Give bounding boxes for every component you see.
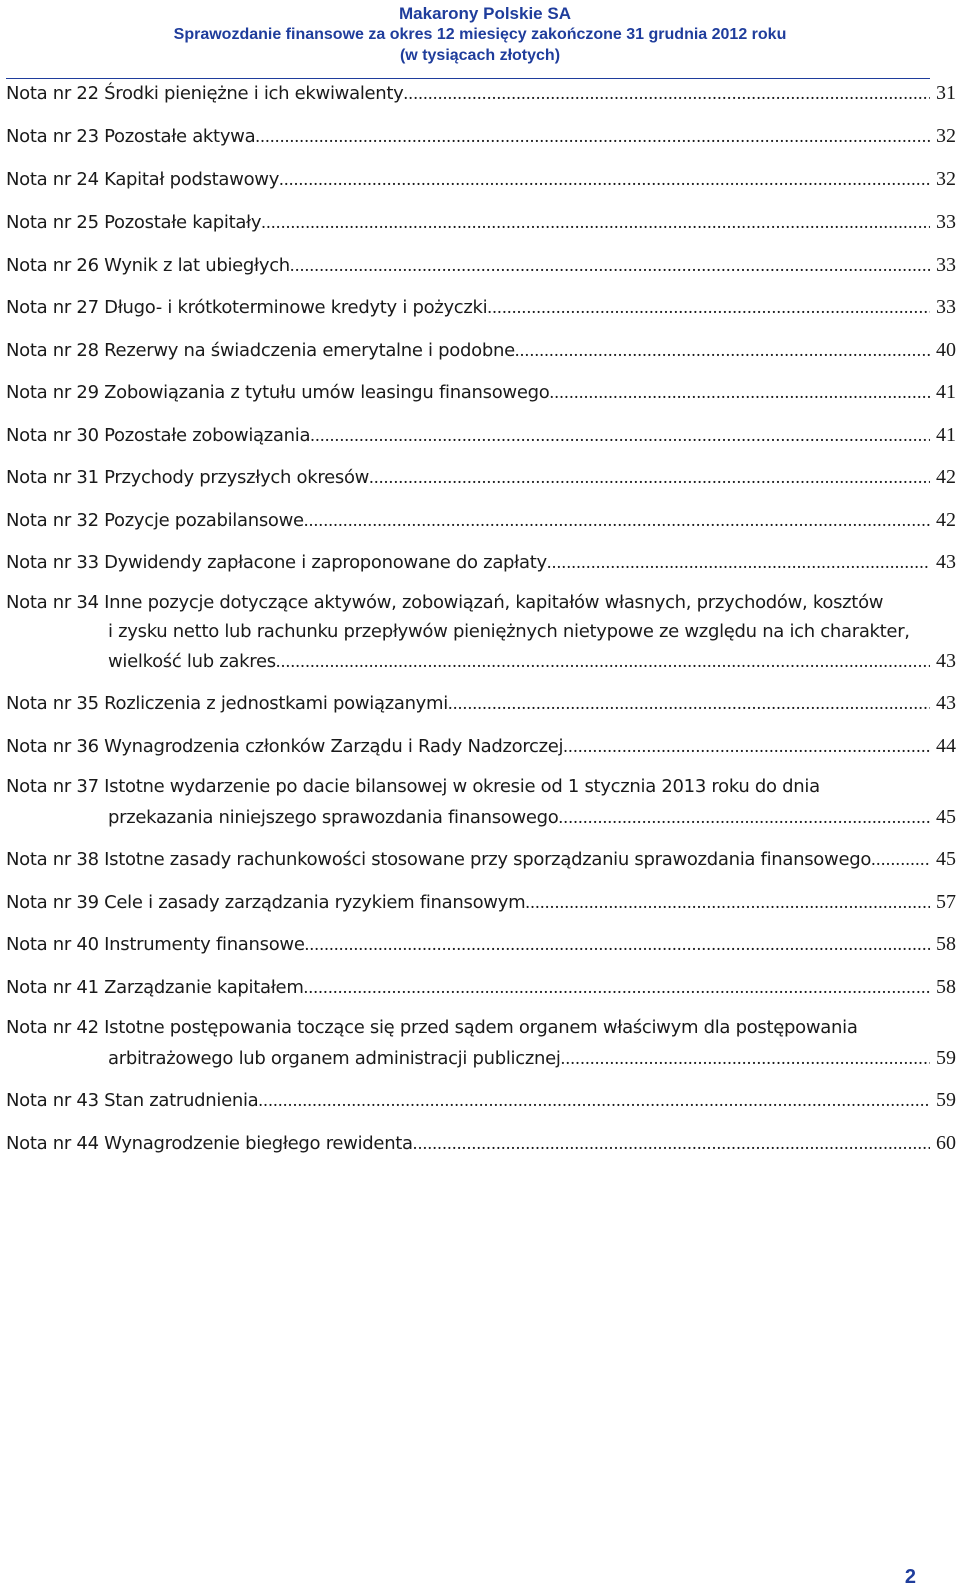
- dot-leader: [305, 934, 930, 955]
- toc-entry-27[interactable]: [6, 296, 956, 326]
- toc-entry-page: 32: [936, 125, 956, 147]
- toc-entry-page: 33: [936, 254, 956, 276]
- dot-leader: [258, 1090, 930, 1111]
- toc-entry-38[interactable]: [6, 848, 956, 878]
- toc-entry-label: Nota nr 37 Istotne wydarzenie po dacie bilansowej w okresie od 1 stycznia 2013 roku do dnia: [6, 776, 820, 797]
- toc-entry-label: Nota nr 23 Pozostałe aktywa: [6, 126, 256, 147]
- toc-entry-32[interactable]: [6, 509, 956, 539]
- toc-entry-28[interactable]: [6, 339, 956, 369]
- toc-entry-page: 43: [936, 551, 956, 573]
- toc-entry-page: 31: [936, 82, 956, 104]
- toc-entry-label: Nota nr 44 Wynagrodzenie biegłego rewidenta: [6, 1133, 413, 1154]
- dot-leader: [515, 340, 930, 361]
- dot-leader: [261, 212, 930, 233]
- toc-entry-page: 43: [936, 650, 956, 672]
- toc-entry-page: 45: [936, 848, 956, 870]
- dot-leader: [276, 651, 930, 672]
- toc-entry-page: 41: [936, 381, 956, 403]
- toc-entry-label: Nota nr 28 Rezerwy na świadczenia emerytalne i podobne: [6, 340, 515, 361]
- dot-leader: [561, 1048, 930, 1069]
- toc-entry-page: 58: [936, 976, 956, 998]
- toc-entry-label: Nota nr 33 Dywidendy zapłacone i zaproponowane do zapłaty: [6, 552, 547, 573]
- company-name: Makarony Polskie SA: [399, 4, 571, 23]
- toc-entry-42-line1[interactable]: [6, 1017, 956, 1047]
- toc-entry-label: wielkość lub zakres: [108, 651, 276, 672]
- toc-entry-label: Nota nr 43 Stan zatrudnienia: [6, 1090, 259, 1111]
- toc-entry-page: 41: [936, 424, 956, 446]
- toc-entry-44[interactable]: [6, 1132, 956, 1162]
- toc-entry-26[interactable]: [6, 254, 956, 284]
- toc-entry-34-line1[interactable]: [6, 592, 956, 622]
- toc-entry-page: 42: [936, 509, 956, 531]
- toc-entry-25[interactable]: [6, 211, 956, 241]
- toc-entry-37-line2[interactable]: [108, 806, 956, 836]
- toc-entry-23[interactable]: [6, 125, 956, 155]
- toc-entry-40[interactable]: [6, 933, 956, 963]
- toc-entry-page: 42: [936, 466, 956, 488]
- toc-entry-34-line3[interactable]: [108, 650, 956, 680]
- toc-entry-label: Nota nr 25 Pozostałe kapitały: [6, 212, 262, 233]
- page-header: [0, 4, 960, 66]
- toc-entry-page: 33: [936, 296, 956, 318]
- toc-entry-24[interactable]: [6, 168, 956, 198]
- toc-entry-37-line1[interactable]: [6, 776, 956, 806]
- toc-entry-22[interactable]: [6, 82, 956, 112]
- toc-entry-page: 33: [936, 211, 956, 233]
- dot-leader: [549, 382, 930, 403]
- toc-entry-label: arbitrażowego lub organem administracji publicznej: [108, 1048, 561, 1069]
- toc-entry-page: 58: [936, 933, 956, 955]
- toc-entry-label: Nota nr 22 Środki pieniężne i ich ekwiwalenty: [6, 83, 404, 104]
- toc-entry-label: Nota nr 29 Zobowiązania z tytułu umów leasingu finansowego: [6, 382, 550, 403]
- toc-entry-33[interactable]: [6, 551, 956, 581]
- toc-entry-label: Nota nr 42 Istotne postępowania toczące się przed sądem organem właściwym dla postępowania: [6, 1017, 858, 1038]
- dot-leader: [255, 126, 930, 147]
- toc-entry-page: 32: [936, 168, 956, 190]
- toc-entry-page: 57: [936, 891, 956, 913]
- toc-entry-31[interactable]: [6, 466, 956, 496]
- toc-entry-page: 40: [936, 339, 956, 361]
- toc-entry-39[interactable]: [6, 891, 956, 921]
- toc-entry-page: 59: [936, 1047, 956, 1069]
- toc-entry-page: 59: [936, 1089, 956, 1111]
- toc-entry-page: 44: [936, 735, 956, 757]
- toc-entry-label: przekazania niniejszego sprawozdania finansowego: [108, 807, 559, 828]
- units-note: (w tysiącach złotych): [399, 47, 561, 64]
- dot-leader: [290, 255, 930, 276]
- dot-leader: [279, 169, 930, 190]
- toc-entry-label: Nota nr 27 Długo- i krótkoterminowe kredyty i pożyczki: [6, 297, 488, 318]
- header-divider: [6, 78, 930, 79]
- dot-leader: [871, 849, 930, 870]
- toc-entry-42-line2[interactable]: [108, 1047, 956, 1077]
- toc-entry-page: 43: [936, 692, 956, 714]
- toc-entry-page: 60: [936, 1132, 956, 1154]
- toc-entry-page: 45: [936, 806, 956, 828]
- toc-entry-label: Nota nr 36 Wynagrodzenia członków Zarządu i Rady Nadzorczej: [6, 736, 564, 757]
- page-number: 2: [904, 1566, 916, 1588]
- dot-leader: [487, 297, 930, 318]
- toc-entry-30[interactable]: [6, 424, 956, 454]
- toc-entry-label: Nota nr 24 Kapitał podstawowy: [6, 169, 280, 190]
- toc-entry-label: Nota nr 26 Wynik z lat ubiegłych: [6, 255, 290, 276]
- toc-entry-label: Nota nr 31 Przychody przyszłych okresów: [6, 467, 370, 488]
- dot-leader: [413, 1133, 930, 1154]
- report-title: Sprawozdanie finansowe za okres 12 miesięcy zakończone 31 grudnia 2012 roku: [173, 26, 787, 43]
- dot-leader: [525, 892, 930, 913]
- dot-leader: [304, 510, 930, 531]
- toc-entry-label: Nota nr 34 Inne pozycje dotyczące aktywów, zobowiązań, kapitałów własnych, przychodów, kosztów: [6, 592, 884, 613]
- dot-leader: [369, 467, 930, 488]
- dot-leader: [448, 693, 930, 714]
- toc-entry-29[interactable]: [6, 381, 956, 411]
- dot-leader: [310, 425, 930, 446]
- toc-entry-label: i zysku netto lub rachunku przepływów pieniężnych nietypowe ze względu na ich charakter,: [108, 621, 910, 642]
- dot-leader: [404, 83, 930, 104]
- toc-entry-35[interactable]: [6, 692, 956, 722]
- toc-entry-label: Nota nr 40 Instrumenty finansowe: [6, 934, 305, 955]
- dot-leader: [559, 807, 930, 828]
- toc-entry-label: Nota nr 32 Pozycje pozabilansowe: [6, 510, 304, 531]
- toc-entry-label: Nota nr 38 Istotne zasady rachunkowości stosowane przy sporządzaniu sprawozdania finansowego: [6, 849, 872, 870]
- toc-entry-label: Nota nr 39 Cele i zasady zarządzania ryzykiem finansowym: [6, 892, 526, 913]
- dot-leader: [563, 736, 930, 757]
- toc-entry-41[interactable]: [6, 976, 956, 1006]
- dot-leader: [547, 552, 930, 573]
- toc-entry-label: Nota nr 35 Rozliczenia z jednostkami powiązanymi: [6, 693, 448, 714]
- toc-entry-43[interactable]: [6, 1089, 956, 1119]
- toc-entry-34-line2[interactable]: [108, 621, 956, 651]
- toc-entry-36[interactable]: [6, 735, 956, 765]
- dot-leader: [304, 977, 930, 998]
- toc-entry-label: Nota nr 41 Zarządzanie kapitałem: [6, 977, 304, 998]
- toc-entry-label: Nota nr 30 Pozostałe zobowiązania: [6, 425, 311, 446]
